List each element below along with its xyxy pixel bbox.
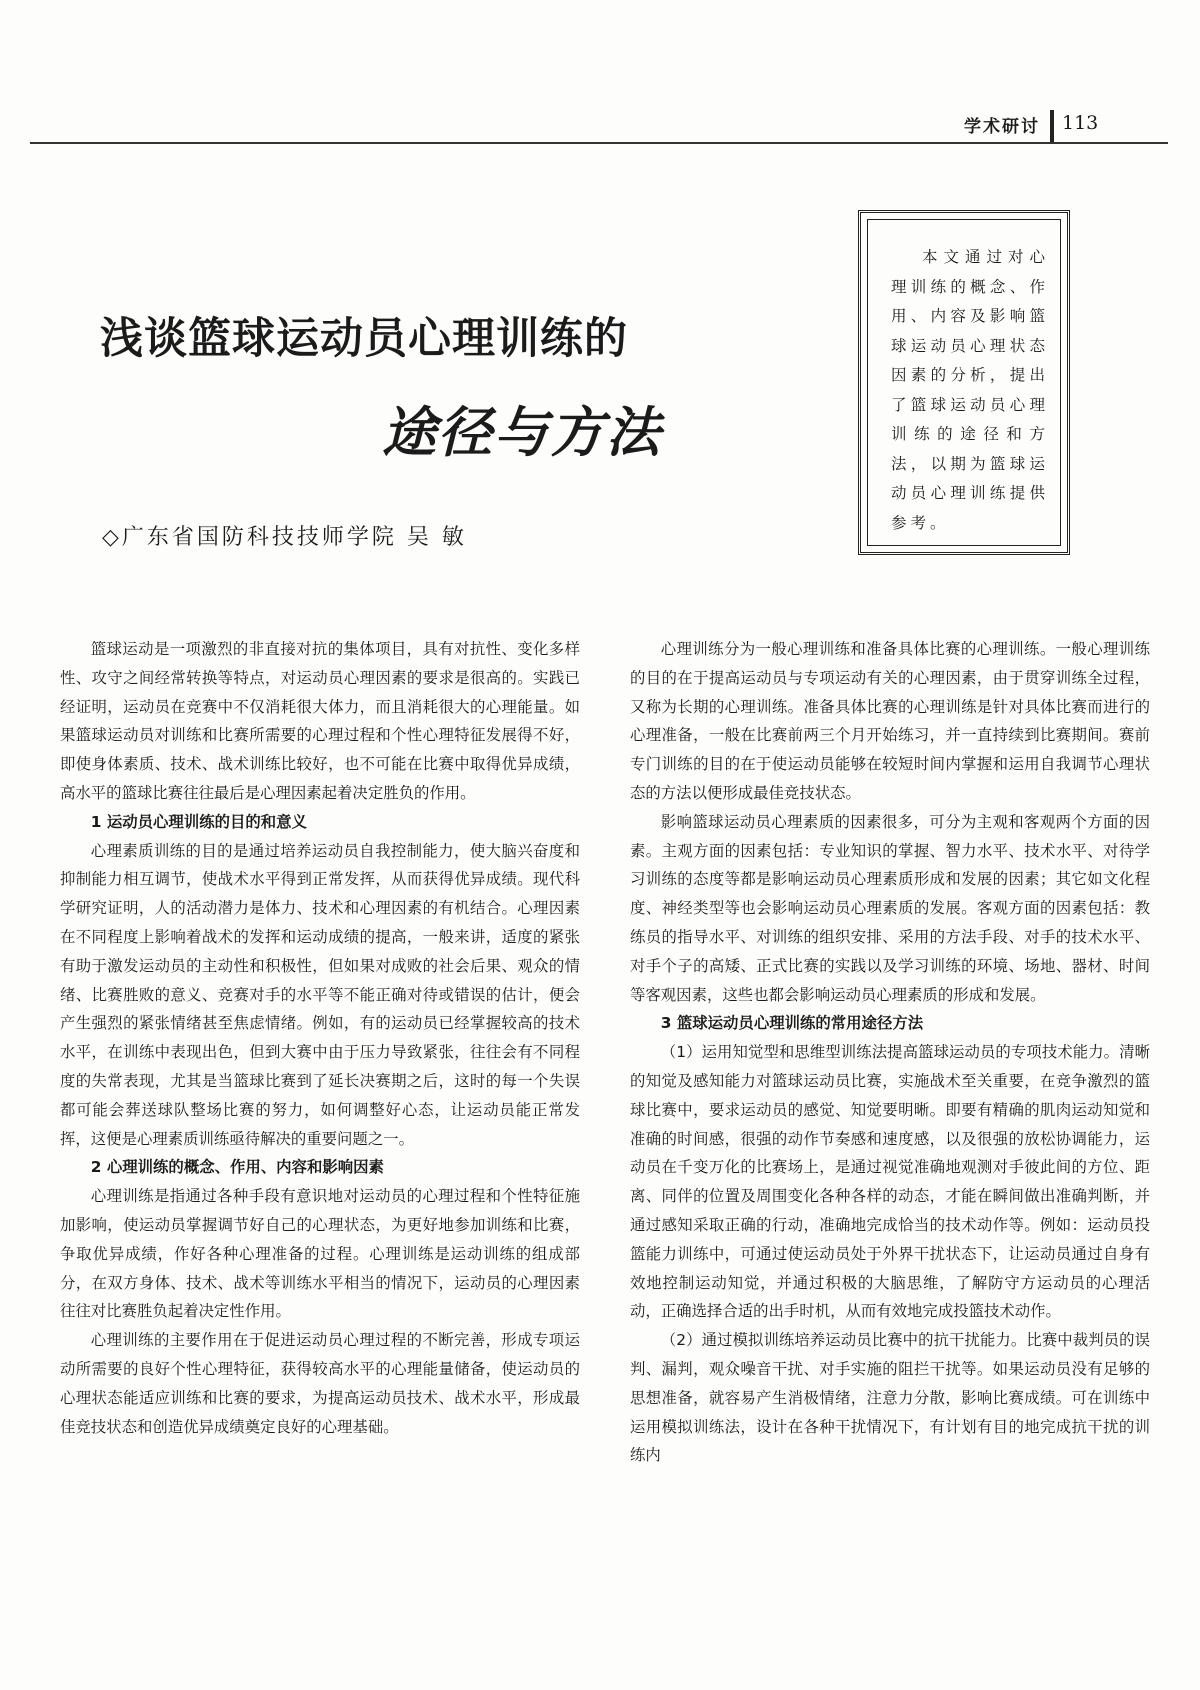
author-byline: ◇广东省国防科技技师学院 吴 敏 [102,525,467,550]
section-heading-2: 2 心理训练的概念、作用、内容和影响因素 [90,1158,384,1177]
header-divider [1050,110,1054,144]
paragraph: 心理训练分为一般心理训练和准备具体比赛的心理训练。一般心理训练的目的在于提高运动员与专项运动有关的心理因素，由于贯穿训练全过程，又称为长期的心理训练。准备具体比赛的心理训练是针对具体比赛而进行的心理准备，一般在比赛前两三个月开始练习，并一直持续到比赛期间。赛前专门训练的目的在于使运动员能够在较短时间内掌握和运用自我调节心理状态的方法以便形成最佳竞技状态。 [630,640,1150,802]
header-rule [30,142,1168,144]
abstract-box [858,210,1070,555]
paragraph: 影响篮球运动员心理素质的因素很多，可分为主观和客观两个方面的因素。主观方面的因素包括：专业知识的掌握、智力水平、技术水平、对待学习训练的态度等都是影响运动员心理素质形成和发展的因素；其它如文化程度、神经类型等也会影响运动员心理素质的发展。客观方面的因素包括：教练员的指导水平、对训练的组织安排、采用的方法手段、对手的技术水平、对手个子的高矮、正式比赛的实践以及学习训练的环境、场地、器材、时间等客观因素，这些也都会影响运动员心理素质的形成和发展。 [630,812,1150,1004]
paragraph: （1）运用知觉型和思维型训练法提高篮球运动员的专项技术能力。清晰的知觉及感知能力对篮球运动员比赛，实施战术至关重要，在竞争激烈的篮球比赛中，要求运动员的感觉、知觉要明晰。即要有精确的肌肉运动知觉和准确的时间感，很强的动作节奏感和速度感，以及很强的放松协调能力，运动员在千变万化的比赛场上，是通过视觉准确地观测对手彼此间的方位、距离、同伴的位置及周围变化各种各样的动态，才能在瞬间做出准确判断，并通过感知采取正确的行动，准确地完成恰当的技术动作等。例如：运动员投篮能力训练中，可通过使运动员处于外界干扰状态下，让运动员通过自身有效地控制运动知觉，并通过积极的大脑思维，了解防守方运动员的心理活动，正确选择合适的出手时机，从而有效地完成投篮技术动作。 [630,1043,1150,1321]
paragraph: 心理训练是指通过各种手段有意识地对运动员的心理过程和个性特征施加影响，使运动员掌握调节好自己的心理状态，为更好地参加训练和比赛，争取优异成绩，作好各种心理准备的过程。心理训练是运动训练的组成部分，在双方身体、技术、战术等训练水平相当的情况下，运动员的心理因素往往对比赛胜负起着决定性作用。 [60,1187,580,1321]
section-heading-1: 1 运动员心理训练的目的和意义 [90,812,307,831]
paragraph: 心理训练的主要作用在于促进运动员心理过程的不断完善，形成专项运动所需要的良好个性心理特征，获得较高水平的心理能量储备，使运动员的心理状态能适应训练和比赛的要求，为提高运动员技术、战术水平，形成最佳竞技状态和创造优异成绩奠定良好的心理基础。 [60,1331,580,1436]
section-label: 学术研讨 [964,117,1040,137]
abstract-text: 本文通过对心理训练的概念、作用、内容及影响篮球运动员心理状态因素的分析，提出了篮球运动员心理训练的途径和方法，以期为篮球运动员心理训练提供参考。 [891,248,1049,532]
article-title-line1: 浅谈篮球运动员心理训练的 [100,314,628,364]
paragraph: （2）通过模拟训练培养运动员比赛中的抗干扰能力。比赛中裁判员的误判、漏判，观众噪音干扰、对手实施的阻拦干扰等。如果运动员没有足够的思想准备，就容易产生消极情绪，注意力分散，影响比赛成绩。可在训练中运用模拟训练法，设计在各种干扰情况下，有计划有目的地完成抗干扰的训练内 [630,1331,1150,1465]
section-heading-3: 3 篮球运动员心理训练的常用途径方法 [660,1014,924,1033]
intro-paragraph: 篮球运动是一项激烈的非直接对抗的集体项目，具有对抗性、变化多样性、攻守之间经常转换等特点，对运动员心理因素的要求是很高的。实践已经证明，运动员在竞赛中不仅消耗很大体力，而且消耗很大的心理能量。如果篮球运动员对训练和比赛所需要的心理过程和个性心理特征发展得不好，即使身体素质、技术、战术训练比较好，也不可能在比赛中取得优异成绩，高水平的篮球比赛往往最后是心理因素起着决定胜负的作用。 [60,640,580,802]
paragraph: 心理素质训练的目的是通过培养运动员自我控制能力，使大脑兴奋度和抑制能力相互调节，使战术水平得到正常发挥，从而获得优异成绩。现代科学研究证明，人的活动潜力是体力、技术和心理因素的有机结合。心理因素在不同程度上影响着战术的发挥和运动成绩的提高，一般来讲，适度的紧张有助于激发运动员的主动性和积极性，但如果对成败的社会后果、观众的情绪、比赛胜败的意义、竞赛对手的水平等不能正确对待或错误的估计，便会产生强烈的紧张情绪甚至焦虑情绪。例如，有的运动员已经掌握较高的技术水平，在训练中表现出色，但到大赛中由于压力导致紧张，往往会有不同程度的失常表现，尤其是当篮球比赛到了延长决赛期之后，这时的每一个失误都可能会葬送球队整场比赛的努力，如何调整好心态，让运动员能正常发挥，这便是心理素质训练亟待解决的重要问题之一。 [60,841,580,1148]
page-header [0,0,1200,150]
page-number: 113 [1062,112,1099,134]
left-column [60,635,580,1441]
right-column [630,635,1150,1470]
article-title-line2: 途径与方法 [382,400,662,464]
